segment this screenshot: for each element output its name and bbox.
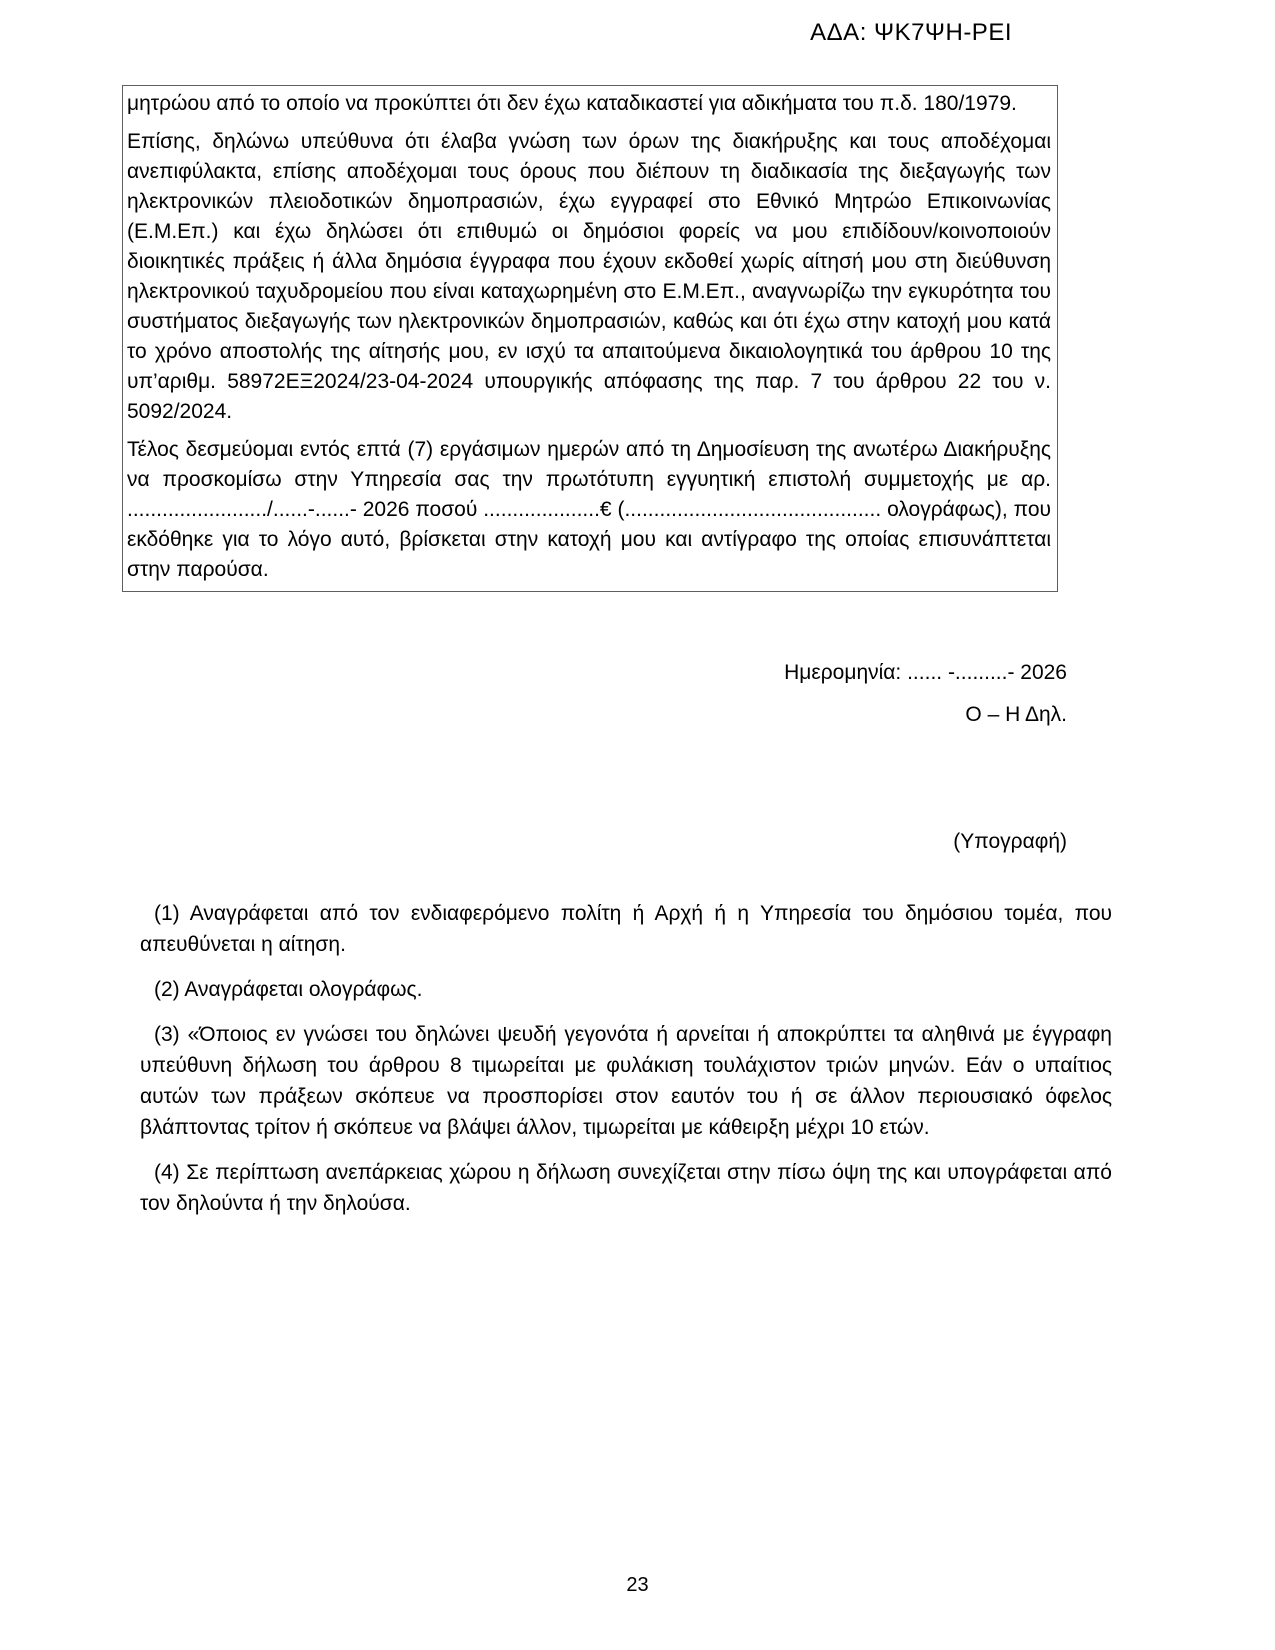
declaration-box: [122, 85, 1058, 592]
signature-label: (Υπογραφή): [953, 830, 1067, 853]
declaration-paragraph-3: Τέλος δεσμεύομαι εντός επτά (7) εργάσιμων ημερών από τη Δημοσίευση της ανωτέρω Διακήρυξης να προσκομίσω στην Υπηρεσία σας την πρωτότυπη εγγυητική επιστολή συμμετοχής με αρ. ......................../......-......- 2026 ποσού ....................€ (............................................ ολογράφως), που εκδόθηκε για το λόγο αυτό, βρίσκεται στην κατοχή μου και αντίγραφο της οποίας επισυνάπτεται στην παρούσα.: [127, 438, 1051, 581]
date-line: Ημερομηνία: ...... -.........- 2026: [784, 661, 1067, 684]
signature-area: [0, 658, 1067, 857]
ada-header: [0, 18, 1012, 48]
footnote-3: (3) «Όποιος εν γνώσει του δηλώνει ψευδή γεγονότα ή αρνείται ή αποκρύπτει τα αληθινά με έγγραφη υπεύθυνη δήλωση του άρθρου 8 τιμωρείται με φυλάκιση τουλάχιστον τριών μηνών. Εάν ο υπαίτιος αυτών των πράξεων σκόπευε να προσπορίσει στον εαυτόν του ή σε άλλον περιουσιακό όφελος βλάπτοντας τρίτον ή σκόπευε να βλάψει άλλον, τιμωρείται με κάθειρξη μέχρι 10 ετών.: [140, 1023, 1112, 1139]
footnote-2: (2) Αναγράφεται ολογράφως.: [154, 978, 423, 1001]
declarant-line: Ο – Η Δηλ.: [965, 703, 1067, 726]
page-footer: [0, 1572, 1275, 1598]
declaration-paragraph-1: μητρώου από το οποίο να προκύπτει ότι δεν έχω καταδικαστεί για αδικήματα του π.δ. 180/1979.: [127, 92, 1017, 115]
ada-code: ΑΔΑ: ΨΚ7ΨΗ-ΡΕΙ: [810, 19, 1012, 46]
footnote-1: (1) Αναγράφεται από τον ενδιαφερόμενο πολίτη ή Αρχή ή η Υπηρεσία του δημόσιου τομέα, που απευθύνεται η αίτηση.: [140, 902, 1112, 956]
declaration-paragraph-2: Επίσης, δηλώνω υπεύθυνα ότι έλαβα γνώση των όρων της διακήρυξης και τους αποδέχομαι ανεπιφύλακτα, επίσης αποδέχομαι τους όρους που διέπουν τη διαδικασία της διεξαγωγής των ηλεκτρονικών πλειοδοτικών δημοπρασιών, έχω εγγραφεί στο Εθνικό Μητρώο Επικοινωνίας (Ε.Μ.Επ.) και έχω δηλώσει ότι επιθυμώ οι δημόσιοι φορείς να μου επιδίδουν/κοινοποιούν διοικητικές πράξεις ή άλλα δημόσια έγγραφα που έχουν εκδοθεί χωρίς αίτησή μου στη διεύθυνση ηλεκτρονικού ταχυδρομείου που είναι καταχωρημένη στο Ε.Μ.Επ., αναγνωρίζω την εγκυρότητα του συστήματος διεξαγωγής των ηλεκτρονικών δημοπρασιών, καθώς και ότι έχω στην κατοχή μου κατά το χρόνο αποστολής της αίτησής μου, εν ισχύ τα απαιτούμενα δικαιολογητικά του άρθρου 10 της υπ’αριθμ. 58972ΕΞ2024/23-04-2024 υπουργικής απόφασης της παρ. 7 του άρθρου 22 του ν. 5092/2024.: [127, 130, 1051, 423]
footnotes-section: [140, 898, 1112, 1233]
footnote-4: (4) Σε περίπτωση ανεπάρκειας χώρου η δήλωση συνεχίζεται στην πίσω όψη της και υπογράφεται από τον δηλούντα ή την δηλούσα.: [140, 1161, 1112, 1215]
page-number: 23: [626, 1574, 649, 1596]
